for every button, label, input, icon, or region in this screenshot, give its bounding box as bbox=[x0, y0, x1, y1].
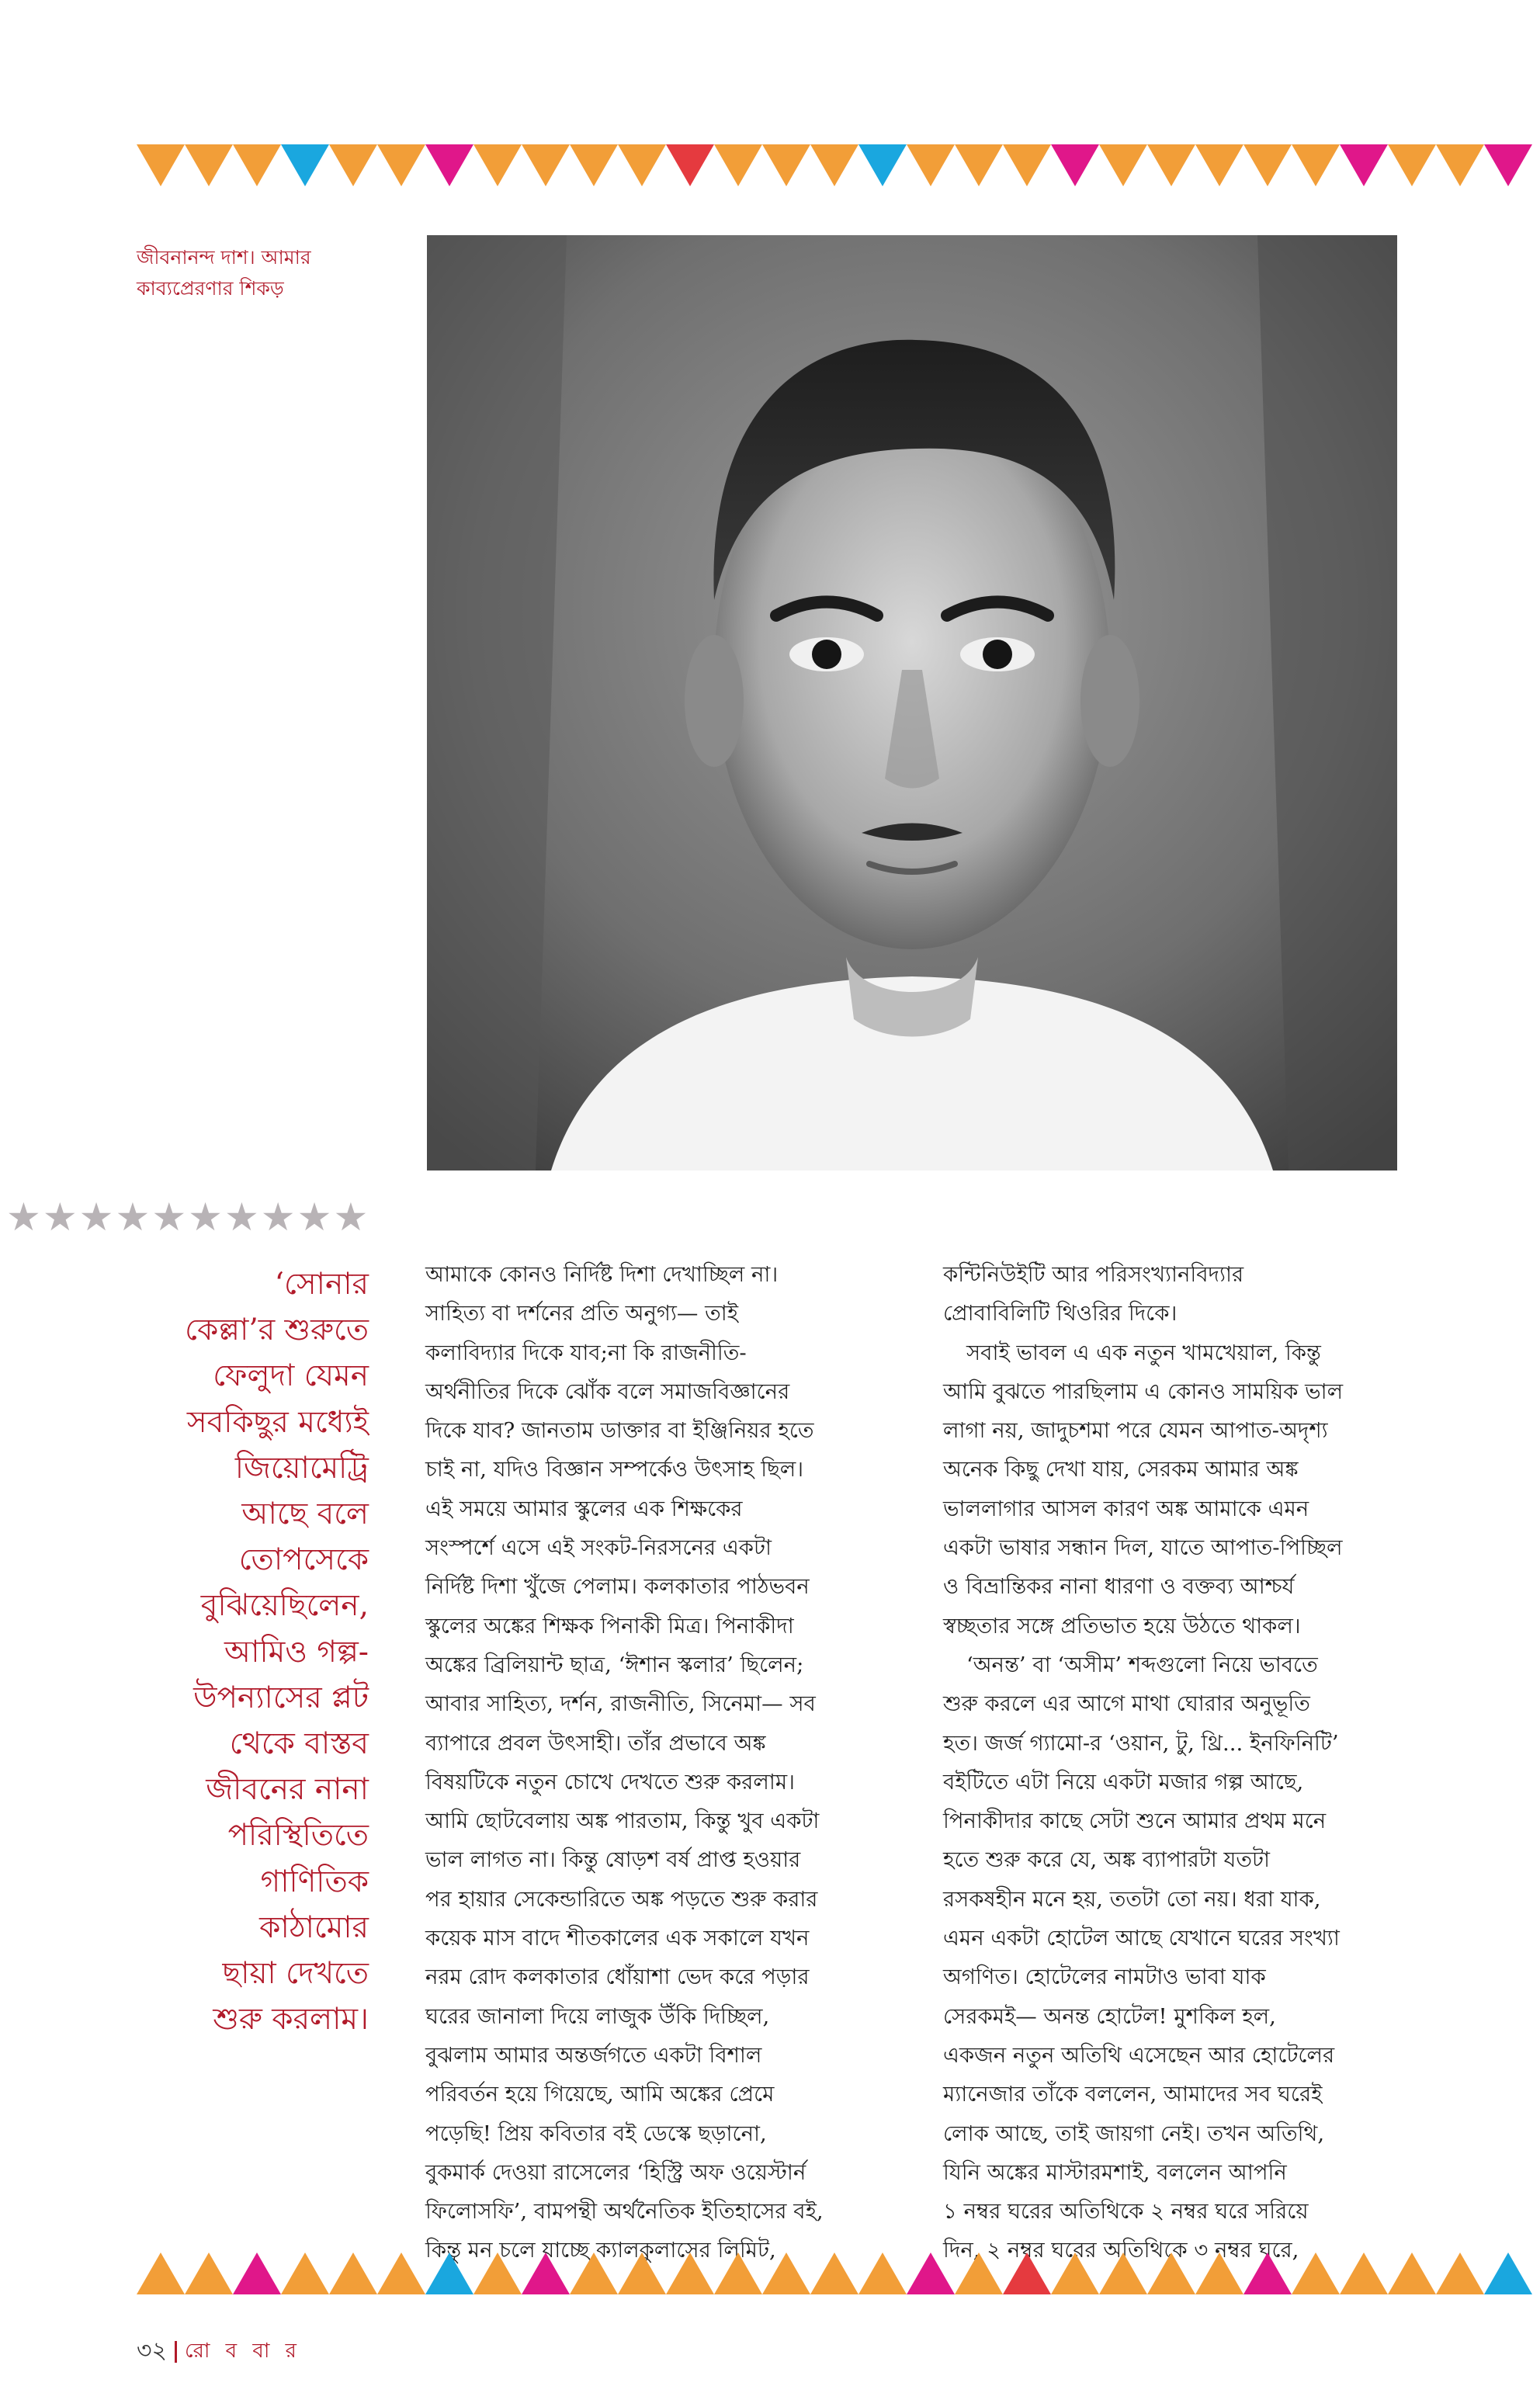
top-triangle-28 bbox=[1436, 144, 1484, 186]
star-divider bbox=[6, 1194, 368, 1240]
top-triangle-26 bbox=[1340, 144, 1388, 186]
top-triangle-25 bbox=[1292, 144, 1340, 186]
page-number: ৩২ bbox=[137, 2337, 168, 2364]
footer-divider bbox=[175, 2341, 177, 2363]
column-2-paragraph-1: কন্টিনিউইটি আর পরিসংখ্যানবিদ্যার প্রোবাবিলিটি থিওরির দিকে। bbox=[943, 1262, 1244, 1327]
column-2-paragraph-2: সবাই ভাবল এ এক নতুন খামখেয়াল, কিন্তু আমি বুঝতে পারছিলাম এ কোনও সাময়িক ভাল লাগা নয়, জাদুচশমা পরে যেমন আপাত-অদৃশ্য অনেক কিছু দেখা যায়, সেরকম আমার অঙ্ক ভাললাগার আসল কারণ অঙ্ক আমাকে এমন একটা ভাষার সন্ধান দিল, যাতে আপাত-পিচ্ছিল ও বিভ্রান্তিকর নানা ধারণা ও বক্তব্য আশ্চর্য স্বচ্ছতার সঙ্গে প্রতিভাত হয়ে উঠতে থাকল। bbox=[943, 1340, 1344, 1639]
article-column-1 bbox=[425, 1255, 876, 2270]
star-icon: ★ bbox=[6, 1195, 41, 1240]
top-triangle-1 bbox=[137, 144, 185, 186]
bottom-triangle-8 bbox=[473, 2253, 522, 2294]
bottom-triangle-25 bbox=[1292, 2253, 1340, 2294]
bottom-triangle-11 bbox=[618, 2253, 666, 2294]
bottom-triangle-21 bbox=[1099, 2253, 1147, 2294]
bottom-triangle-23 bbox=[1195, 2253, 1243, 2294]
top-triangle-23 bbox=[1195, 144, 1243, 186]
top-triangle-9 bbox=[522, 144, 570, 186]
top-triangle-11 bbox=[618, 144, 666, 186]
star-icon: ★ bbox=[151, 1195, 187, 1240]
pull-quote: ‘সোনার কেল্লা’র শুরুতে ফেলুদা যেমন সবকিছুর মধ্যেই জিয়োমেট্রি আছে বলে তোপসেকে বুঝিয়েছিলেন, আমিও গল্প- উপন্যাসের প্লট থেকে বাস্তব জীবনের নানা পরিস্থিতিতে গাণিতিক কাঠামোর ছায়া দেখতে শুরু করলাম। bbox=[185, 1267, 369, 2038]
bottom-triangle-27 bbox=[1388, 2253, 1436, 2294]
top-triangle-8 bbox=[473, 144, 522, 186]
top-triangle-14 bbox=[762, 144, 810, 186]
top-triangle-16 bbox=[858, 144, 907, 186]
top-triangle-3 bbox=[233, 144, 281, 186]
article-column-2 bbox=[943, 1255, 1393, 2270]
star-icon: ★ bbox=[115, 1195, 151, 1240]
bottom-triangle-20 bbox=[1051, 2253, 1099, 2294]
top-triangle-21 bbox=[1099, 144, 1147, 186]
photo-caption bbox=[137, 242, 362, 304]
bottom-triangle-22 bbox=[1147, 2253, 1195, 2294]
star-icon: ★ bbox=[260, 1195, 296, 1240]
star-icon: ★ bbox=[188, 1195, 223, 1240]
star-icon: ★ bbox=[224, 1195, 259, 1240]
star-icon: ★ bbox=[42, 1195, 78, 1240]
top-triangle-20 bbox=[1051, 144, 1099, 186]
top-triangle-12 bbox=[666, 144, 714, 186]
star-icon: ★ bbox=[297, 1195, 332, 1240]
bottom-triangle-18 bbox=[955, 2253, 1003, 2294]
bottom-triangle-26 bbox=[1340, 2253, 1388, 2294]
top-triangle-2 bbox=[185, 144, 233, 186]
bottom-triangle-1 bbox=[137, 2253, 185, 2294]
bottom-triangle-6 bbox=[377, 2253, 425, 2294]
bottom-triangle-16 bbox=[858, 2253, 907, 2294]
bottom-triangle-4 bbox=[281, 2253, 329, 2294]
column-2-paragraph-3: ‘অনন্ত’ বা ‘অসীম’ শব্দগুলো নিয়ে ভাবতে শুরু করলে এর আগে মাথা ঘোরার অনুভূতি হত। জর্জ গ্যামো-র ‘ওয়ান, টু, থ্রি... ইনফিনিটি’ বইটিতে এটা নিয়ে একটা মজার গল্প আছে, পিনাকীদার কাছে সেটা শুনে আমার প্রথম মনে হতে শুরু করে যে, অঙ্ক ব্যাপারটা যতটা রসকষহীন মনে হয়, ততটা তো নয়। ধরা যাক, এমন একটা হোটেল আছে যেখানে ঘরের সংখ্যা অগণিত। হোটেলের নামটাও ভাবা যাক সেরকমই— অনন্ত হোটেল! মুশকিল হল, একজন নতুন অতিথি এসেছেন আর হোটেলের ম্যানেজার তাঁকে বললেন, আমাদের সব ঘরেই লোক আছে, তাই জায়গা নেই। তখন অতিথি, যিনি অঙ্কের মাস্টারমশাই, বললেন আপনি ১ নম্বর ঘরের অতিথিকে ২ নম্বর ঘরে সরিয়ে দিন, ২ নম্বর ঘরের অতিথিকে ৩ নম্বর ঘরে, bbox=[943, 1652, 1340, 2263]
top-triangle-19 bbox=[1003, 144, 1051, 186]
top-triangle-29 bbox=[1484, 144, 1532, 186]
bottom-triangle-2 bbox=[185, 2253, 233, 2294]
bottom-triangle-14 bbox=[762, 2253, 810, 2294]
magazine-name: রো ব বা র bbox=[185, 2339, 301, 2363]
top-triangle-18 bbox=[955, 144, 1003, 186]
star-icon: ★ bbox=[333, 1195, 369, 1240]
top-triangle-13 bbox=[714, 144, 762, 186]
bottom-triangle-5 bbox=[329, 2253, 377, 2294]
top-triangle-27 bbox=[1388, 144, 1436, 186]
top-triangle-17 bbox=[907, 144, 955, 186]
bottom-triangle-3 bbox=[233, 2253, 281, 2294]
top-triangle-10 bbox=[570, 144, 618, 186]
bottom-triangle-10 bbox=[570, 2253, 618, 2294]
star-icon: ★ bbox=[78, 1195, 114, 1240]
bottom-triangle-9 bbox=[522, 2253, 570, 2294]
bottom-triangle-12 bbox=[666, 2253, 714, 2294]
bottom-triangle-28 bbox=[1436, 2253, 1484, 2294]
top-triangle-4 bbox=[281, 144, 329, 186]
top-triangle-5 bbox=[329, 144, 377, 186]
page-footer bbox=[137, 2332, 301, 2371]
bottom-triangle-17 bbox=[907, 2253, 955, 2294]
bottom-triangle-13 bbox=[714, 2253, 762, 2294]
caption-line-2: কাব্যপ্রেরণার শিকড় bbox=[137, 277, 284, 300]
bottom-triangle-19 bbox=[1003, 2253, 1051, 2294]
bottom-triangle-24 bbox=[1243, 2253, 1292, 2294]
bottom-triangle-15 bbox=[810, 2253, 858, 2294]
top-triangle-6 bbox=[377, 144, 425, 186]
top-triangle-border bbox=[137, 144, 1428, 186]
bottom-triangle-29 bbox=[1484, 2253, 1532, 2294]
portrait-photo bbox=[427, 235, 1397, 1170]
top-triangle-15 bbox=[810, 144, 858, 186]
top-triangle-7 bbox=[425, 144, 473, 186]
column-1-text: আমাকে কোনও নির্দিষ্ট দিশা দেখাচ্ছিল না। সাহিত্য বা দর্শনের প্রতি অনুগ্য— তাই কলাবিদ্যার দিকে যাব;না কি রাজনীতি- অর্থনীতির দিকে ঝোঁক বলে সমাজবিজ্ঞানের দিকে যাব? জানতাম ডাক্তার বা ইঞ্জিনিয়র হতে চাই না, যদিও বিজ্ঞান সম্পর্কেও উৎসাহ ছিল। এই সময়ে আমার স্কুলের এক শিক্ষকের সংস্পর্শে এসে এই সংকট-নিরসনের একটা নির্দিষ্ট দিশা খুঁজে পেলাম। কলকাতার পাঠভবন স্কুলের অঙ্কের শিক্ষক পিনাকী মিত্র। পিনাকীদা অঙ্কের ব্রিলিয়ান্ট ছাত্র, ‘ঈশান স্কলার’ ছিলেন; আবার সাহিত্য, দর্শন, রাজনীতি, সিনেমা— সব ব্যাপারে প্রবল উৎসাহী। তাঁর প্রভাবে অঙ্ক বিষয়টিকে নতুন চোখে দেখতে শুরু করলাম। আমি ছোটবেলায় অঙ্ক পারতাম, কিন্তু খুব একটা ভাল লাগত না। কিন্তু ষোড়শ বর্ষ প্রাপ্ত হওয়ার পর হায়ার সেকেন্ডারিতে অঙ্ক পড়তে শুরু করার কয়েক মাস বাদে শীতকালের এক সকালে যখন নরম রোদ কলকাতার ধোঁয়াশা ভেদ করে পড়ার ঘরের জানালা দিয়ে লাজুক উঁকি দিচ্ছিল, বুঝলাম আমার অন্তর্জগতে একটা বিশাল পরিবর্তন হয়ে গিয়েছে, আমি অঙ্কের প্রেমে পড়েছি! প্রিয় কবিতার বই ডেস্কে ছড়ানো, বুকমার্ক দেওয়া রাসেলের ‘হিস্ট্রি অফ ওয়েস্টার্ন ফিলোসফি’, বামপন্থী অর্থনৈতিক ইতিহাসের বই, কিন্তু মন চলে যাচ্ছে ক্যালকুলাসের লিমিট, bbox=[425, 1262, 824, 2263]
top-triangle-22 bbox=[1147, 144, 1195, 186]
bottom-triangle-7 bbox=[425, 2253, 473, 2294]
caption-line-1: জীবনানন্দ দাশ। আমার bbox=[137, 246, 311, 269]
top-triangle-24 bbox=[1243, 144, 1292, 186]
bottom-triangle-border bbox=[137, 2253, 1428, 2294]
